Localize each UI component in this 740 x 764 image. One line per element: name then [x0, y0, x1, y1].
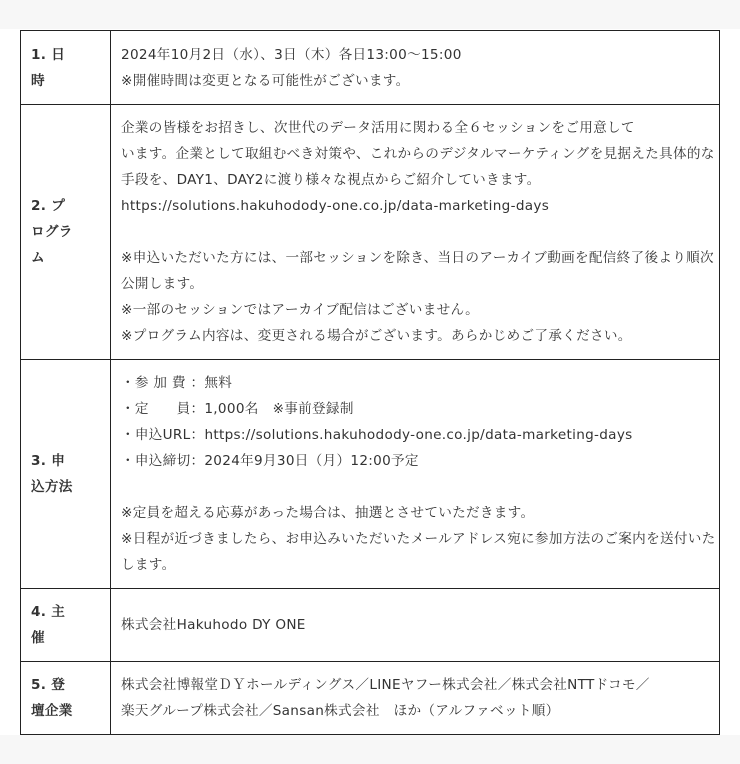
program-url-link[interactable]: https://solutions.hakuhodody-one.co.jp/data-marketing-days	[121, 198, 550, 214]
date-note: ※開催時間は変更となる可能性がございます。	[121, 72, 410, 89]
program-text-3: 手段を、DAY1、DAY2に渡り様々な視点からご紹介していきます。	[121, 172, 541, 188]
label-application-line2: 込方法	[31, 479, 73, 495]
application-note-2: ※日程が近づきましたら、お申込みいただいたメールアドレス宛に参加方法のご案内を送付いた	[121, 531, 716, 547]
label-organizer-line1: 4. 主	[31, 604, 66, 620]
label-speakers-line2: 壇企業	[31, 703, 73, 719]
value-organizer	[111, 589, 720, 662]
application-deadline: ・申込締切：2024年9月30日（月）12:00予定	[121, 453, 419, 469]
application-spacer	[121, 474, 709, 500]
program-spacer	[121, 219, 709, 245]
label-speakers	[21, 662, 111, 735]
value-speakers	[111, 662, 720, 735]
value-date	[111, 31, 720, 105]
event-info-table	[20, 30, 720, 735]
label-program-line3: ム	[31, 250, 45, 266]
label-date-line2: 時	[31, 72, 45, 89]
label-program	[21, 105, 111, 360]
date-text: 2024年10月2日（水）、3日（木）各日13:00〜15:00	[121, 46, 462, 63]
value-program	[111, 105, 720, 360]
speakers-text-1: 株式会社博報堂ＤＹホールディングス／LINEヤフー株式会社／株式会社NTTドコモ／	[121, 677, 650, 693]
application-note-2-cont: します。	[121, 557, 176, 573]
row-program	[21, 105, 720, 360]
row-date	[21, 31, 720, 105]
program-note-1: ※申込いただいた方には、一部セッションを除き、当日のアーカイブ動画を配信終了後より順次	[121, 250, 714, 266]
row-application	[21, 360, 720, 589]
label-program-line1: 2. プ	[31, 198, 66, 214]
program-note-1-cont: 公開します。	[121, 276, 204, 292]
label-organizer-line2: 催	[31, 630, 45, 646]
program-text-1: 企業の皆様をお招きし、次世代のデータ活用に関わる全６セッションをご用意して	[121, 120, 635, 136]
label-application-line1: 3. 申	[31, 453, 66, 469]
program-note-3: ※プログラム内容は、変更される場合がございます。あらかじめご了承ください。	[121, 328, 632, 344]
application-fee: ・参 加 費 ：無料	[121, 375, 233, 391]
application-url-link[interactable]: ・申込URL：https://solutions.hakuhodody-one.co.jp/data-marketing-days	[121, 427, 633, 443]
speakers-text-2: 楽天グループ株式会社／Sansan株式会社 ほか（アルファベット順）	[121, 703, 560, 719]
label-date-line1: 1. 日	[31, 46, 66, 63]
program-note-2: ※一部のセッションではアーカイブ配信はございません。	[121, 302, 480, 318]
label-application	[21, 360, 111, 589]
application-capacity: ・定 員：1,000名 ※事前登録制	[121, 401, 354, 417]
row-organizer	[21, 589, 720, 662]
label-speakers-line1: 5. 登	[31, 677, 66, 693]
application-note-1: ※定員を超える応募があった場合は、抽選とさせていただきます。	[121, 505, 535, 521]
value-application	[111, 360, 720, 589]
row-speakers	[21, 662, 720, 735]
organizer-name: 株式会社Hakuhodo DY ONE	[121, 617, 306, 633]
label-program-line2: ログラ	[31, 224, 73, 240]
program-text-2: います。企業として取組むべき対策や、これからのデジタルマーケティングを見据えた具体的な	[121, 146, 715, 162]
label-organizer	[21, 589, 111, 662]
label-date	[21, 31, 111, 105]
